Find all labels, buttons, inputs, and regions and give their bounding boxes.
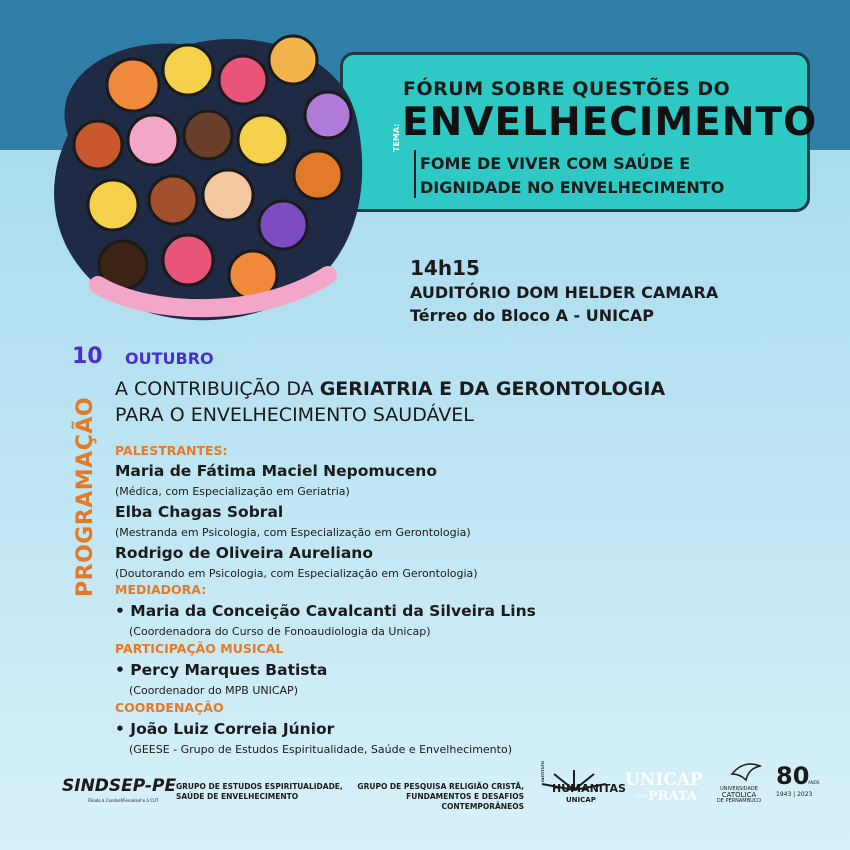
footer-logos	[0, 760, 850, 850]
talk-title-bold: GERIATRIA E DA GERONTOLOGIA	[319, 378, 666, 400]
anniversary-number: 80	[776, 762, 810, 790]
forum-main-title: ENVELHECIMENTO	[402, 100, 818, 145]
coordenacao-label: COORDENAÇÃO	[115, 700, 224, 715]
tema-line-2: DIGNIDADE NO ENVELHECIMENTO	[420, 178, 725, 197]
universidade-catolica-logo	[716, 786, 762, 804]
humanitas-unicap: UNICAP	[566, 796, 596, 804]
event-time: 14h15	[410, 256, 480, 280]
grupo-pesquisa-logo-text	[338, 782, 524, 812]
speaker-name: Elba Chagas Sobral	[115, 503, 284, 521]
tema-label: TEMA:	[392, 123, 401, 152]
event-venue: AUDITÓRIO DOM HELDER CAMARA	[410, 283, 719, 302]
unicap-prata-word: PRATA	[648, 789, 698, 804]
crowd-illustration	[28, 15, 378, 330]
mediadora-role: (Coordenadora do Curso de Fonoaudiologia da Unicap)	[129, 625, 431, 638]
musical-role: (Coordenador do MPB UNICAP)	[129, 684, 298, 697]
universidade-line-3: DE PERNAMBUCO	[716, 798, 762, 804]
tema-line-1: FOME DE VIVER COM SAÚDE E	[420, 154, 691, 173]
palestrantes-label: PALESTRANTES:	[115, 443, 228, 458]
speaker-role: (Médica, com Especialização em Geriatria)	[115, 485, 350, 498]
talk-title-prefix: A CONTRIBUIÇÃO DA	[115, 378, 320, 400]
universidade-line-2: CATÓLICA	[721, 791, 757, 799]
event-location: Térreo do Bloco A - UNICAP	[410, 306, 654, 325]
forum-title: FÓRUM SOBRE QUESTÕES DO	[403, 78, 731, 100]
humanitas-title: HUMANITAS	[552, 782, 626, 795]
universidade-line-1: UNIVERSIDADE	[720, 786, 758, 792]
coordenacao-role: (GEESE - Grupo de Estudos Espiritualidade, Saúde e Envelhecimento)	[129, 743, 512, 756]
speaker-role: (Mestranda em Psicologia, com Especialização em Gerontologia)	[115, 526, 471, 539]
tema-text	[420, 152, 800, 200]
musical-name: • Percy Marques Batista	[115, 661, 328, 679]
anniversary-years: 1943 | 2023	[776, 791, 813, 798]
sindsep-subtitle: Filiado à Condsef/Fenadsef e à CUT	[88, 798, 159, 803]
sindsep-logo: SINDSEP-PE	[62, 776, 177, 796]
grupo-line-2: FUNDAMENTOS E DESAFIOS CONTEMPORÂNEOS	[406, 792, 524, 811]
speaker-role: (Doutorando em Psicologia, com Especialização em Gerontologia)	[115, 567, 478, 580]
anniversary-label: ANOS	[808, 780, 820, 785]
geese-line-2: SAÚDE DE ENVELHECIMENTO	[176, 792, 299, 801]
programacao-label: PROGRAMAÇÃO	[73, 396, 98, 597]
speaker-name: Rodrigo de Oliveira Aureliano	[115, 544, 373, 562]
speaker-name: Maria de Fátima Maciel Nepomuceno	[115, 462, 437, 480]
humanitas-instituto: INSTITUTO	[541, 760, 545, 782]
geese-line-1: GRUPO DE ESTUDOS ESPIRITUALIDADE,	[176, 782, 343, 791]
geese-logo-text	[176, 782, 343, 802]
tema-divider	[414, 150, 416, 198]
grupo-line-1: GRUPO DE PESQUISA RELIGIÃO CRISTÃ,	[357, 782, 524, 791]
event-date-month: OUTUBRO	[125, 349, 214, 368]
dove-icon	[730, 760, 762, 784]
unicap-prata-com: com	[634, 793, 647, 800]
event-date-day: 10	[72, 344, 103, 369]
mediadora-label: MEDIADORA:	[115, 582, 207, 597]
talk-title-line-2: PARA O ENVELHECIMENTO SAUDÁVEL	[115, 404, 474, 426]
musical-label: PARTICIPAÇÃO MUSICAL	[115, 641, 284, 656]
unicap-prata-logo: UNICAP	[625, 770, 703, 790]
mediadora-name: • Maria da Conceição Cavalcanti da Silveira Lins	[115, 602, 536, 620]
talk-title-line-1	[115, 378, 665, 400]
coordenacao-name: • João Luiz Correia Júnior	[115, 720, 335, 738]
